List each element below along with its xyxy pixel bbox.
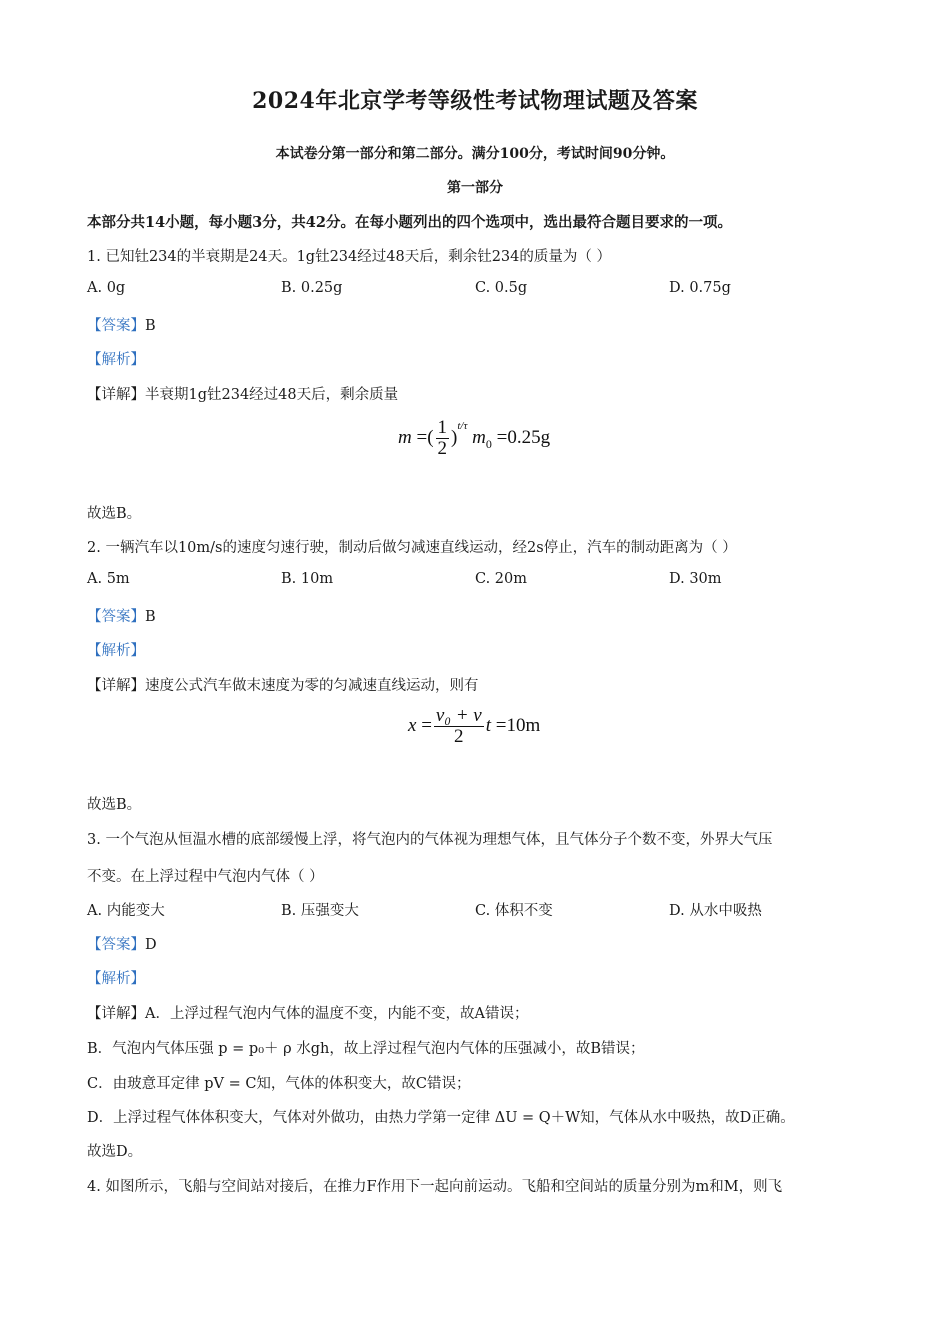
q2-conclusion: 故选B。 xyxy=(87,797,142,813)
q2-detail xyxy=(87,674,479,695)
q1-detail-text: 半衰期1g钍234经过48天后，剩余质量 xyxy=(145,387,399,403)
page-title: 2024年北京学考等级性考试物理试题及答案 xyxy=(252,88,698,114)
detail-label: 【详解】 xyxy=(87,387,145,403)
q1-formula-result: =0.25g xyxy=(496,426,551,448)
q3-detail-a-line xyxy=(87,1002,528,1023)
q1-formula-close: ) xyxy=(451,426,458,448)
q1-options xyxy=(87,280,867,302)
q2-formula-eq: = xyxy=(421,714,432,736)
q4-stem: 4. 如图所示，飞船与空间站对接后，在推力F作用下一起向前运动。飞船和空间站的质量分别为m和M，则飞 xyxy=(87,1179,783,1195)
q1-formula-lhs: m xyxy=(398,426,412,448)
q2-option-d: D. 30m xyxy=(669,571,722,587)
detail-label: 【详解】 xyxy=(87,1006,145,1022)
q2-formula-t: t xyxy=(485,714,491,736)
q1-exponent: t/τ xyxy=(457,419,468,432)
q3-detail-d: D．上浮过程气体体积变大，气体对外做功，由热力学第一定律 ΔU = Q＋W知，气体从水中吸热，故D正确。 xyxy=(87,1110,795,1126)
q2-answer-value: B xyxy=(145,609,156,625)
q1-exp-den: τ xyxy=(463,419,468,432)
detail-label: 【详解】 xyxy=(87,678,145,694)
q3-options xyxy=(87,899,867,921)
q2-option-a: A. 5m xyxy=(87,571,130,587)
q1-fraction xyxy=(436,418,450,459)
analysis-label: 【解析】 xyxy=(87,643,145,659)
q2-frac-den: 2 xyxy=(454,726,464,747)
q2-option-c: C. 20m xyxy=(475,571,527,587)
q1-frac-num: 1 xyxy=(437,417,448,438)
q1-option-d: D. 0.75g xyxy=(669,280,731,296)
exam-info: 本试卷分第一部分和第二部分。满分100分，考试时间90分钟。 xyxy=(275,146,675,162)
q1-conclusion: 故选B。 xyxy=(87,506,142,522)
q3-detail-a: A．上浮过程气泡内气体的温度不变，内能不变，故A错误； xyxy=(145,1006,529,1022)
q1-stem: 1. 已知钍234的半衰期是24天。1g钍234经过48天后，剩余钍234的质量为（ ） xyxy=(87,249,611,265)
q3-stem-line2: 不变。在上浮过程中气泡内气体（ ） xyxy=(87,869,324,885)
q1-option-c: C. 0.5g xyxy=(475,280,528,296)
q3-option-a: A. 内能变大 xyxy=(87,903,165,919)
q1-answer xyxy=(87,314,156,335)
q3-option-c: C. 体积不变 xyxy=(475,903,553,919)
q2-formula-result: =10m xyxy=(495,714,541,736)
q2-options xyxy=(87,571,867,593)
q3-analysis xyxy=(87,967,145,988)
q1-answer-value: B xyxy=(145,318,156,334)
q3-option-d: D. 从水中吸热 xyxy=(669,903,762,919)
q2-option-b: B. 10m xyxy=(281,571,334,587)
q2-fraction xyxy=(434,706,484,747)
q2-formula-lhs: x xyxy=(408,714,417,736)
q3-detail-b: B．气泡内气体压强 p = p₀＋ ρ 水gh，故上浮过程气泡内气体的压强减小，故B错误； xyxy=(87,1041,645,1057)
q1-option-b: B. 0.25g xyxy=(281,280,343,296)
q1-formula-m0-sub: 0 xyxy=(485,436,492,451)
q1-formula-eq: =( xyxy=(416,426,434,448)
q3-answer-value: D xyxy=(145,937,157,953)
part-heading: 第一部分 xyxy=(447,180,503,196)
q3-answer xyxy=(87,933,157,954)
q1-formula-m0: m xyxy=(472,426,486,448)
q1-analysis xyxy=(87,348,145,369)
q2-frac-num: v₀ + v xyxy=(435,705,482,726)
q2-answer xyxy=(87,605,156,626)
part-instructions: 本部分共14小题，每小题3分，共42分。在每小题列出的四个选项中，选出最符合题目要求的一项。 xyxy=(87,214,732,231)
q1-frac-den: 2 xyxy=(437,438,448,459)
answer-label: 【答案】 xyxy=(87,937,145,953)
q2-stem: 2. 一辆汽车以10m/s的速度匀速行驶，制动后做匀减速直线运动，经2s停止，汽车的制动距离为（ ） xyxy=(87,540,737,556)
answer-label: 【答案】 xyxy=(87,318,145,334)
q1-formula xyxy=(398,418,550,459)
q2-detail-text: 速度公式汽车做末速度为零的匀减速直线运动，则有 xyxy=(145,678,479,694)
analysis-label: 【解析】 xyxy=(87,971,145,987)
q2-analysis xyxy=(87,639,145,660)
q2-formula xyxy=(408,706,540,747)
q3-stem-line1: 3. 一个气泡从恒温水槽的底部缓慢上浮，将气泡内的气体视为理想气体，且气体分子个数不变，外界大气压 xyxy=(87,832,773,848)
analysis-label: 【解析】 xyxy=(87,352,145,368)
q1-exp-num: t xyxy=(457,419,461,432)
q3-conclusion: 故选D。 xyxy=(87,1144,143,1160)
q3-option-b: B. 压强变大 xyxy=(281,903,359,919)
q3-detail-c: C．由玻意耳定律 pV = C知，气体的体积变大，故C错误； xyxy=(87,1076,471,1092)
q1-detail xyxy=(87,383,398,404)
q1-option-a: A. 0g xyxy=(87,280,126,296)
answer-label: 【答案】 xyxy=(87,609,145,625)
